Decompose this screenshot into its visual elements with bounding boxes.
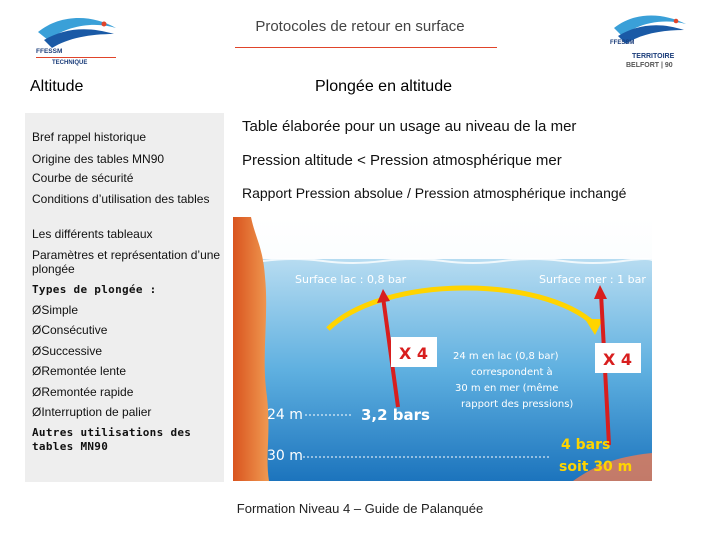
sidebar-item-origine[interactable]: Origine des tables MN90: [32, 152, 165, 166]
sidebar-item-historique[interactable]: Bref rappel historique: [32, 130, 147, 144]
x4-left-label: X 4: [399, 344, 429, 363]
sidebar-item-autres[interactable]: Autres utilisations des tables MN90: [32, 426, 192, 453]
surface-sea-label: Surface mer : 1 bar: [539, 273, 646, 286]
logo-brand-text: FFESSM: [610, 40, 635, 46]
sidebar-item-courbe[interactable]: Courbe de sécurité: [32, 171, 134, 185]
explanation-line-3: 30 m en mer (même: [455, 383, 559, 394]
logo-sub-text: TECHNIQUE: [52, 60, 88, 66]
section-heading-plongee: Plongée en altitude: [315, 78, 452, 95]
sidebar-subitem-consecutive[interactable]: ØConsécutive: [32, 323, 108, 337]
explanation-line-4: rapport des pressions): [461, 399, 574, 410]
ffessm-territoire-logo: [608, 10, 688, 76]
ffessm-technique-logo: [30, 10, 120, 70]
sidebar-subitem-successive[interactable]: ØSuccessive: [32, 344, 103, 358]
logo-line1-text: TERRITOIRE: [632, 53, 675, 60]
footer-text: Formation Niveau 4 – Guide de Palanquée: [236, 501, 484, 516]
main-line-rapport: Rapport Pression absolue / Pression atmosphérique inchangé: [242, 185, 627, 201]
explanation-line-2: correspondent à: [471, 367, 553, 378]
section-heading-altitude: Altitude: [30, 78, 84, 95]
explanation-line-1: 24 m en lac (0,8 bar): [453, 351, 559, 362]
sidebar-subitem-remontee-rapide[interactable]: ØRemontée rapide: [32, 385, 134, 399]
sidebar-item-tableaux[interactable]: Les différents tableaux: [32, 227, 153, 241]
bars-32-label: 3,2 bars: [361, 406, 430, 424]
title-underline: [235, 47, 497, 48]
soit-30-label: soit 30 m: [559, 459, 633, 475]
sidebar-subitem-simple[interactable]: ØSimple: [32, 303, 79, 317]
depth-30-label: 30 m: [267, 448, 303, 464]
surface-lake-label: Surface lac : 0,8 bar: [295, 273, 407, 286]
bars-4-label: 4 bars: [561, 437, 611, 453]
main-line-table: Table élaborée pour un usage au niveau de la mer: [242, 118, 577, 135]
slide-title: Protocoles de retour en surface: [255, 18, 465, 35]
sidebar-item-parametres[interactable]: Paramètres et représentation d’une plongée: [32, 248, 221, 276]
sidebar-subitem-remontee-lente[interactable]: ØRemontée lente: [32, 364, 127, 378]
logo-line2-text: BELFORT | 90: [626, 62, 673, 69]
sidebar-subitem-interruption[interactable]: ØInterruption de palier: [32, 405, 152, 419]
main-line-pression: Pression altitude < Pression atmosphérique mer: [242, 152, 562, 169]
logo-divider: [36, 57, 116, 58]
sidebar-item-conditions[interactable]: Conditions d’utilisation des tables: [32, 192, 210, 206]
logo-brand-text: FFESSM: [36, 48, 63, 55]
x4-right-label: X 4: [603, 350, 633, 369]
altitude-dive-diagram: [233, 217, 652, 481]
sidebar: [25, 113, 224, 482]
depth-24-label: 24 m: [267, 407, 303, 423]
sidebar-item-types[interactable]: Types de plongée :: [32, 283, 157, 296]
